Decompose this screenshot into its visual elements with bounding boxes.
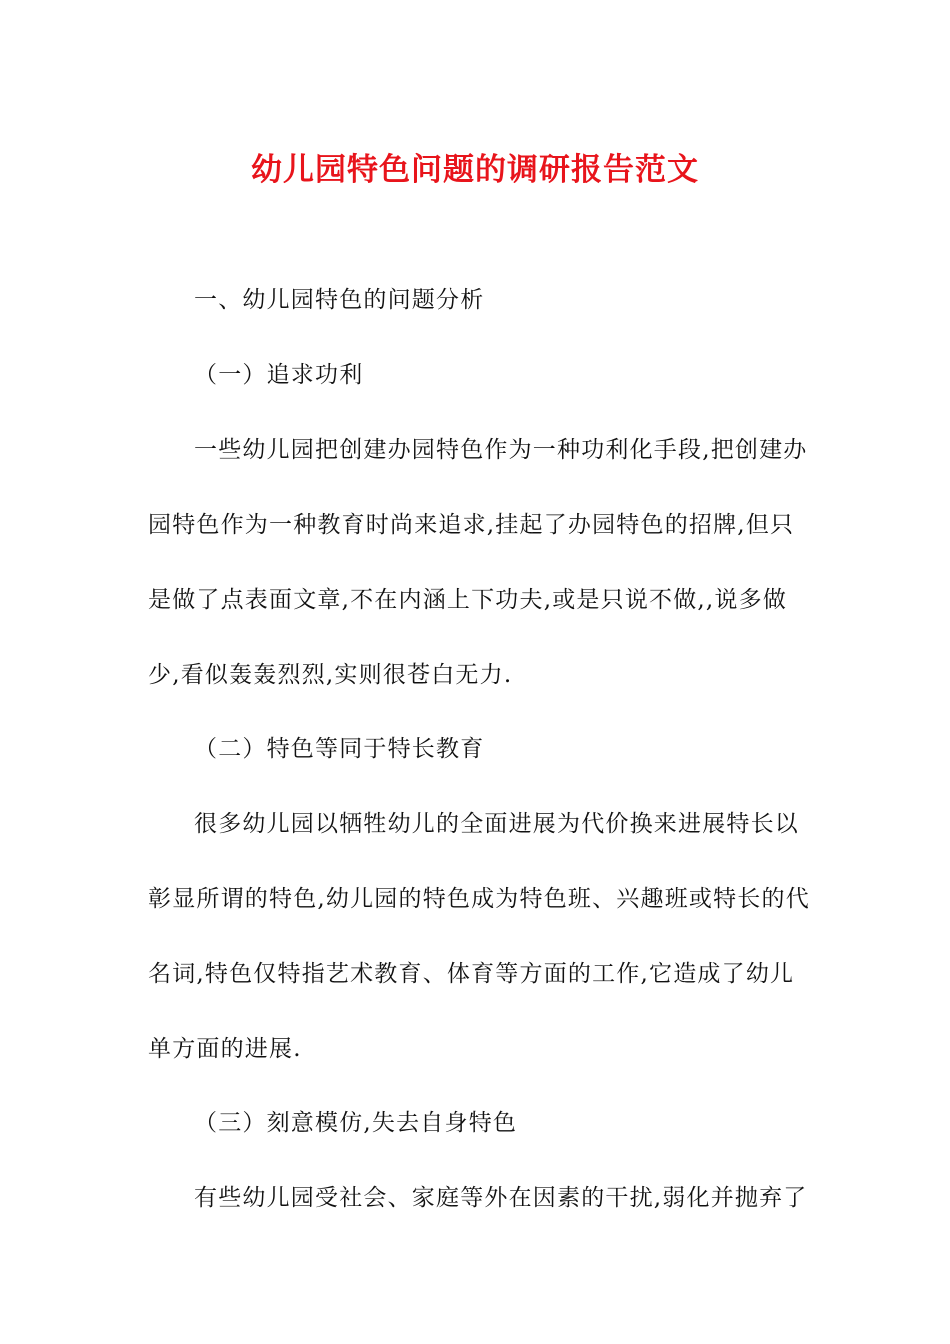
paragraph-line: 一些幼儿园把创建办园特色作为一种功利化手段,把创建办	[194, 437, 808, 463]
paragraph-line: 单方面的进展.	[148, 1036, 302, 1062]
section-heading: 一、幼儿园特色的问题分析	[194, 287, 485, 313]
subsection-heading: （二）特色等同于特长教育	[194, 736, 485, 762]
paragraph-line: 是做了点表面文章,不在内涵上下功夫,或是只说不做,,说多做	[148, 587, 788, 613]
paragraph-line: 有些幼儿园受社会、家庭等外在因素的干扰,弱化并抛弃了	[194, 1185, 808, 1211]
document-title: 幼儿园特色问题的调研报告范文	[251, 152, 699, 188]
paragraph-line: 少,看似轰轰烈烈,实则很苍白无力.	[148, 662, 513, 688]
paragraph-line: 彰显所谓的特色,幼儿园的特色成为特色班、兴趣班或特长的代	[148, 886, 810, 912]
paragraph-line: 园特色作为一种教育时尚来追求,挂起了办园特色的招牌,但只	[148, 512, 795, 538]
subsection-heading: （三）刻意模仿,失去自身特色	[194, 1110, 518, 1136]
paragraph-line: 很多幼儿园以牺牲幼儿的全面进展为代价换来进展特长以	[194, 811, 799, 837]
subsection-heading: （一）追求功利	[194, 362, 364, 388]
paragraph-line: 名词,特色仅特指艺术教育、体育等方面的工作,它造成了幼儿	[148, 961, 795, 987]
